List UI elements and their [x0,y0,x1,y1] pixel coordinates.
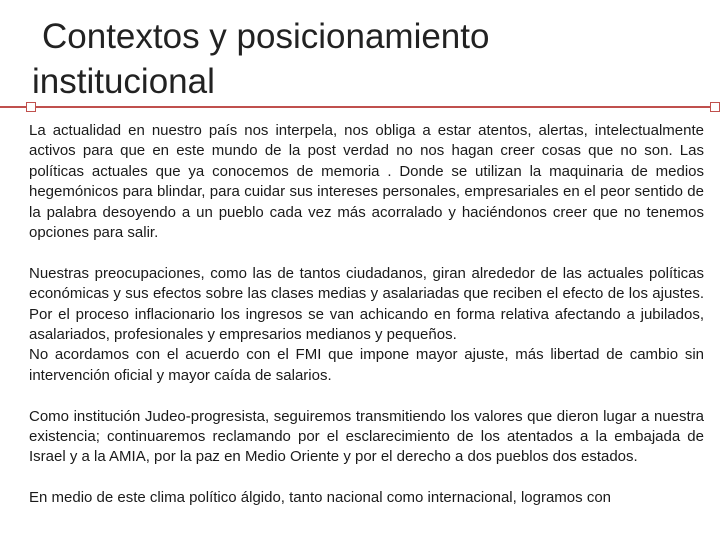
paragraph-gap [29,468,704,488]
divider-square-left [26,102,36,112]
paragraph-gap [29,243,704,263]
body-text [29,121,704,509]
title-divider [0,101,720,121]
page-title: Contextos y posicionamiento institucional [32,17,490,101]
paragraph-gap [29,386,704,406]
paragraph-institucion: Como institución Judeo-progresista, seguiremos transmitiendo los valores que dieron lugar a nuestra existencia; continuaremos reclamando por el esclarecimiento de los atentados a la embajada de Israel y a la AMIA, por la paz en Medio Oriente y por el derecho a dos pueblos dos estados. [29,407,704,466]
paragraph-fmi: No acordamos con el acuerdo con el FMI que impone mayor ajuste, más libertad de cambio sin intervención oficial y mayor caída de salarios. [29,346,704,384]
paragraph-clima-politico: En medio de este clima político álgido, tanto nacional como internacional, logramos con [29,489,611,507]
paragraph-preocupaciones: Nuestras preocupaciones, como las de tantos ciudadanos, giran alrededor de las actuales políticas económicas y sus efectos sobre las clases medias y asalariadas que reciben el efecto de los ajustes. Por el proceso inflacionario los ingresos se van achicando en forma relativa afectando a jubilados, asalariados, profesionales y empresarios medianos y pequeños. [29,264,704,344]
divider-line [0,106,720,108]
divider-square-right [710,102,720,112]
paragraph-actualidad: La actualidad en nuestro país nos interpela, nos obliga a estar atentos, alertas, intelectualmente activos para que en este mundo de la post verdad no nos hagan creer cosas que no son. Las políticas actuales que ya conocemos de memoria . Donde se utilizan la maquinaria de medios hegemónicos para blindar, para cuidar sus intereses personales, empresariales en el peor sentido de la palabra desoyendo a un pueblo cada vez más acorralado y haciéndonos creer que no tenemos opciones para salir. [29,122,704,242]
